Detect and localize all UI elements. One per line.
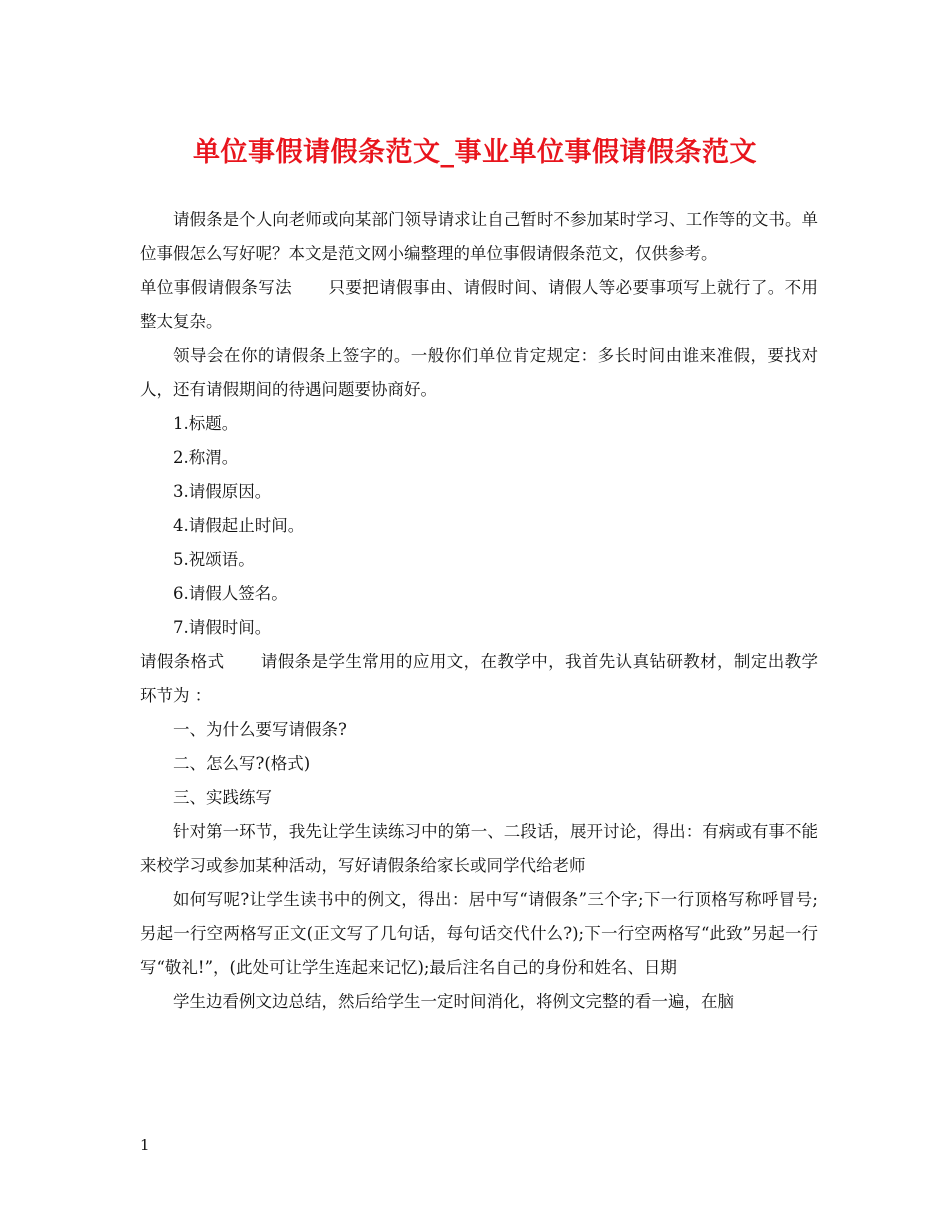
format-list bbox=[140, 407, 818, 645]
section-writing-method bbox=[140, 271, 818, 339]
leader-paragraph: 领导会在你的请假条上签字的。一般你们单位肯定规定：多长时间由谁来准假，要找对人，还有请假期间的待遇问题要协商好。 bbox=[140, 346, 818, 399]
step-item: 一、为什么要写请假条? bbox=[173, 720, 347, 739]
step-item: 三、实践练写 bbox=[173, 788, 272, 807]
section-text-format: 请假条是学生常用的应用文，在教学中，我首先认真钻研教材，制定出教学环节为 ： bbox=[140, 652, 819, 705]
section-format bbox=[140, 645, 818, 713]
list-item: 3.请假原因。 bbox=[173, 482, 272, 501]
section-heading-writing-method: 单位事假请假条写法 bbox=[140, 278, 293, 297]
intro-paragraph: 请假条是个人向老师或向某部门领导请求让自己暂时不参加某时学习、工作等的文书。单位事假怎么写好呢？本文是范文网小编整理的单位事假请假条范文，仅供参考。 bbox=[140, 210, 818, 263]
page-number: 1 bbox=[140, 1136, 150, 1154]
list-item: 1.标题。 bbox=[173, 414, 239, 433]
document-title: 单位事假请假条范文_事业单位事假请假条范文 bbox=[193, 137, 757, 168]
list-item: 2.称渭。 bbox=[173, 448, 239, 467]
step1-paragraph: 针对第一环节，我先让学生读练习中的第一、二段话，展开讨论，得出：有病或有事不能来校学习或参加某种活动，写好请假条给家长或同学代给老师 bbox=[140, 822, 818, 875]
section-text-writing-method: 只要把请假事由、请假时间、请假人等必要事项写上就行了。不用整太复杂。 bbox=[140, 278, 819, 331]
teaching-steps bbox=[140, 713, 818, 815]
list-item: 5.祝颂语。 bbox=[173, 550, 255, 569]
list-item: 7.请假时间。 bbox=[173, 618, 272, 637]
document-body bbox=[140, 203, 818, 1019]
list-item: 4.请假起止时间。 bbox=[173, 516, 305, 535]
step-item: 二、怎么写?(格式) bbox=[173, 754, 311, 773]
summary-paragraph: 学生边看例文边总结，然后给学生一定时间消化，将例文完整的看一遍，在脑 bbox=[173, 992, 734, 1011]
section-heading-format: 请假条格式 bbox=[140, 652, 225, 671]
how-to-write-paragraph: 如何写呢?让学生读书中的例文，得出：居中写“请假条”三个字;下一行顶格写称呼冒号;另起一行空两格写正文(正文写了几句话，每句话交代什么?);下一行空两格写“此致”另起一行写“敬礼!”，(此处可让学生连起来记忆);最后注名自己的身份和姓名、日期 bbox=[140, 890, 818, 977]
list-item: 6.请假人签名。 bbox=[173, 584, 288, 603]
